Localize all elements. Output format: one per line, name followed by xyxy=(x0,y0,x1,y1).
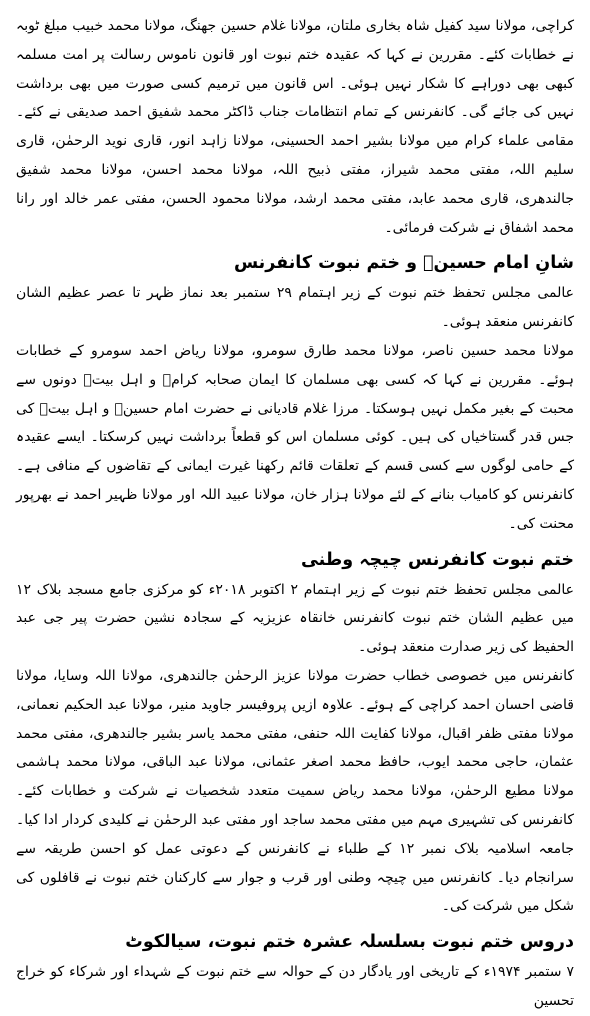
chichawatni-conference-body: کانفرنس میں خصوصی خطاب حضرت مولانا عزیز الرحمٰن جالندھری، مولانا اللہ وسایا، مولانا قاضی احسان احمد کراچی کے ہوئے۔ علاوہ ازیں پروفیسر جاوید منیر، مولانا عبد الحکیم نعمانی، مولانا مفتی ظفر اقبال، مولانا کفایت اللہ حنفی، مفتی محمد یاسر بشیر جالندھری، مفتی محمد عثمان، حاجی محمد ایوب، حافظ محمد اصغر عثمانی، مولانا عبد الباقی، مولانا محمد ہاشمی مولانا مطیع الرحمٰن، مولانا محمد ریاض سمیت متعدد شخصیات نے شرکت و خطابات کئے۔ کانفرنس کی تشہیری مہم میں مفتی محمد ساجد اور مفتی عبد الرحمٰن نے کلیدی کردار ادا کیا۔ جامعہ اسلامیہ بلاک نمبر ۱۲ کے طلباء نے کانفرنس کے دعوتی عمل کو احسن طریقہ سے سرانجام دیا۔ کانفرنس میں چیچہ وطنی اور قرب و جوار سے کارکنان ختم نبوت نے قافلوں کی شکل میں شرکت کی۔ xyxy=(16,667,574,915)
chichawatni-conference-heading: ختم نبوت کانفرنس چیچہ وطنی xyxy=(300,549,574,570)
chichawatni-conference-intro: عالمی مجلس تحفظ ختم نبوت کے زیر اہتمام ۲ اکتوبر ۲۰۱۸ء کو مرکزی جامع مسجد بلاک ۱۲ میں عظیم الشان ختم نبوت کانفرنس خانقاہ عزیزیہ کے سجادہ نشین حضرت پیر جی عبد الحفیظ کی زیر صدارت منعقد ہوئی۔ xyxy=(16,581,574,656)
imam-hussain-conference-intro: عالمی مجلس تحفظ ختم نبوت کے زیر اہتمام ۲۹ ستمبر بعد نماز ظہر تا عصر عظیم الشان کانفرنس منعقد ہوئی۔ xyxy=(16,285,574,331)
imam-hussain-conference-heading: شانِ امام حسینؓ و ختم نبوت کانفرنس xyxy=(233,253,574,274)
karachi-conference-paragraph: کراچی، مولانا سید کفیل شاہ بخاری ملتان، مولانا غلام حسین جھنگ، مولانا محمد خبیب مبلغ ٹوبہ نے خطابات کئے۔ مقررین نے کہا کہ عقیدہ ختم نبوت اور قانون ناموس رسالت پر امت مسلمہ کبھی بھی دوراہے کا شکار نہیں ہوئی۔ اس قانون میں ترمیم کسی صورت میں بھی برداشت نہیں کی جائے گی۔ کانفرنس کے تمام انتظامات جناب ڈاکٹر محمد شفیق احمد صدیقی نے کئے۔ مقامی علماء کرام میں مولانا بشیر احمد الحسینی، مولانا زاہد انور، قاری نوید الرحمٰن، قاری سلیم اللہ، مفتی محمد شیراز، مفتی ذبیح اللہ، مولانا محمد احسن، مولانا محمد شفیق جالندھری، قاری محمد عابد، مفتی محمد ارشد، مولانا محمود الحسن، مفتی عمر خالد اور رانا محمد اشفاق نے شرکت فرمائی۔ xyxy=(16,18,574,236)
sialkot-dars-paragraph: ۷ ستمبر ۱۹۷۴ء کے تاریخی اور یادگار دن کے حوالہ سے ختم نبوت کے شہداء اور شرکاء کو خراج تحسین xyxy=(16,964,574,1009)
sialkot-dars-heading: دروس ختم نبوت بسلسلہ عشرہ ختم نبوت، سیالکوٹ xyxy=(125,932,574,953)
imam-hussain-conference-body: مولانا محمد حسین ناصر، مولانا محمد طارق سومرو، مولانا ریاض احمد سومرو کے خطابات ہوئے۔ مقررین نے کہا کہ کسی بھی مسلمان کا ایمان صحابہ کرامؓ و اہل بیتؓ دونوں سے محبت کے بغیر مکمل نہیں ہوسکتا۔ مرزا غلام قادیانی نے حضرت امام حسینؓ و اہل بیتؓ کی جس قدر گستاخیاں کی ہیں۔ کوئی مسلمان اس کو قطعاً برداشت نہیں کرسکتا۔ ایسے عقیدہ کے حامی لوگوں سے کسی قسم کے تعلقات قائم رکھنا غیرت ایمانی کے تقاضوں کے منافی ہے۔ کانفرنس کو کامیاب بنانے کے لئے مولانا ہزار خان، مولانا عبید اللہ اور مولانا ظہیر احمد نے بھرپور محنت کی۔ xyxy=(16,342,574,532)
